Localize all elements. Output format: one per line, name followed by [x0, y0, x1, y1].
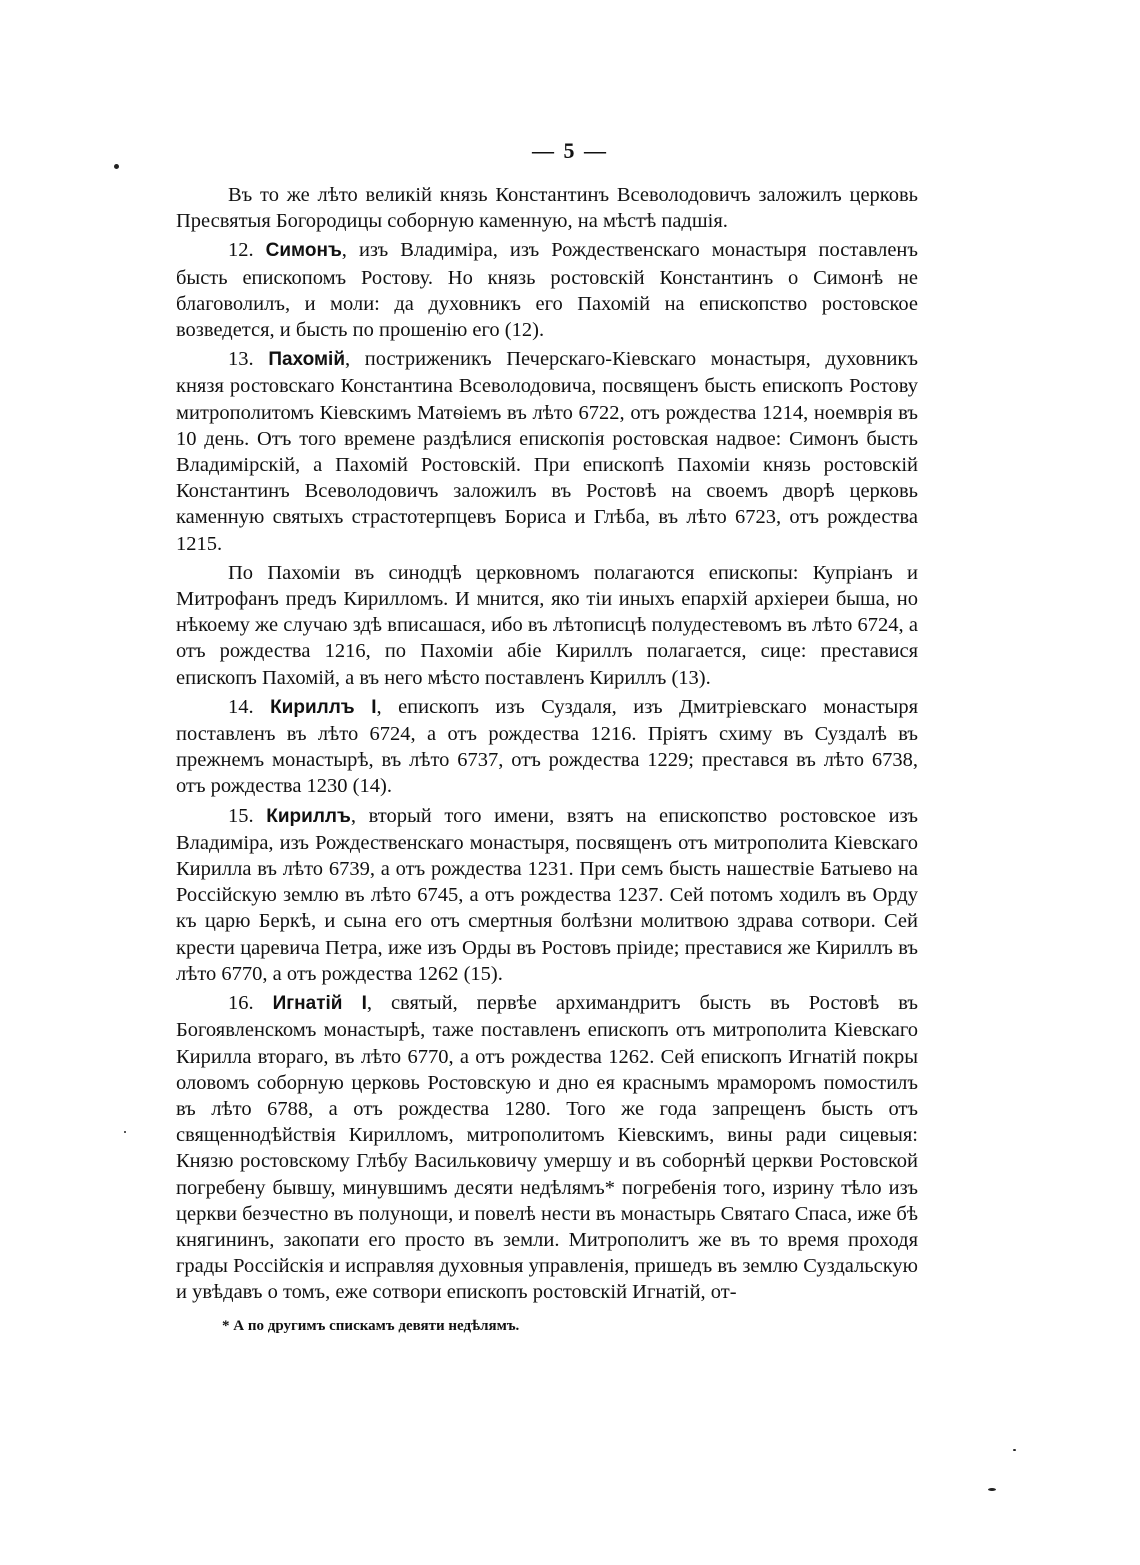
paragraph-6-name: Игнатій I: [272, 993, 367, 1015]
paragraph-6-text: , святый, первѣе архимандритъ бысть въ Ростовѣ въ Богоявленскомъ монастырѣ, таже поставленъ епископъ отъ митрополита Кіевскаго Кирилла втораго, въ лѣто 6770, а отъ рождества 1262. Сей епископъ Игнатій покры оловомъ соборную церковь Ростовскую и дно ея краснымъ мраморомъ помостилъ въ лѣто 6788, а отъ рождества 1280. Того же года запрещенъ бысть отъ священнодѣйствія Кирилломъ, митрополитомъ Кіевскимъ, вины ради сицевыя: Князю ростовскому Глѣбу Васильковичу умершу и въ соборнѣй церкви Ростовской погребену бывшу, минувшимъ десяти недѣлямъ* погребенія того, изрину тѣло изъ церкви безчестно въ полунощи, и повелѣ нести въ монастырь Святаго Спаса, иже бѣ княгининъ, закопати его просто въ земли. Митрополитъ же въ то время проходя грады Россійскія и исправляя духовныя управленія, пришедъ въ землю Суздальскую и увѣдавъ о томъ, еже сотвори епископъ ростовскій Игнатій, от-: [176, 992, 919, 1304]
paragraph-1-name: Симонъ: [265, 240, 342, 262]
page-number: — 5 —: [532, 138, 608, 163]
paragraph-5-text: , вторый того имени, взятъ на епископство ростовское изъ Владиміра, изъ Рождественскаго монастыря, посвященъ отъ митрополита Кіевскаго Кирилла въ лѣто 6739, а отъ рождества 1231. При семъ бысть нашествіе Батыево на Россійскую землю въ лѣто 6745, а отъ рождества 1237. Сей потомъ ходилъ въ Орду къ царю Беркѣ, и сына его отъ смертныя болѣзни молитвою здрава сотвори. Сей крести царевича Петра, иже изъ Орды въ Ростовъ пріиде; преставися же Кириллъ въ лѣто 6770, а отъ рождества 1262 (15).: [176, 804, 918, 985]
paragraph-5-number: 15.: [228, 804, 254, 827]
main-text: [176, 182, 918, 1306]
paragraph-5: [176, 803, 918, 987]
paragraph-4-number: 14.: [228, 695, 254, 718]
paragraph-4-name: Кириллъ I: [270, 696, 377, 718]
paragraph-2-name: Пахомій: [268, 349, 345, 371]
scan-speck: [988, 1488, 996, 1491]
paragraph-1: [176, 237, 918, 343]
paragraph-2: [176, 346, 918, 557]
paragraph-3-text: По Пахоміи въ синодцѣ церковномъ полагаются епископы: Купріанъ и Митрофанъ предъ Кирилломъ. И мнится, яко тіи иныхъ епархій архіереи быша, но нѣкоему же случаю здѣ вписашася, ибо въ лѣтописцѣ полудестевомъ въ лѣто 6724, а отъ рождества 1216, по Пахоміи абіе Кириллъ полагается, сице: преставися епископъ Пахомій, а въ него мѣсто поставленъ Кириллъ (13).: [176, 561, 918, 689]
footnote: * А по другимъ спискамъ девяти недѣлямъ.: [222, 1318, 520, 1334]
paragraph-0: [176, 182, 918, 234]
paragraph-1-text: , изъ Владиміра, изъ Рождественскаго монастыря поставленъ бысть епископомъ Ростову. Но князь ростовскій Константинъ о Симонѣ не благоволилъ, и моли: да духовникъ его Пахомій на епископство ростовское возведется, и бысть по прошенію его (12).: [176, 239, 919, 342]
paragraph-3: [176, 560, 918, 691]
scan-speck: [114, 164, 119, 169]
paragraph-2-text: , постриженикъ Печерскаго-Кіевскаго монастыря, духовникъ князя ростовскаго Константина Всеволодовича, посвященъ бысть епископъ Ростову митрополитомъ Кіевскимъ Матѳіемъ въ лѣто 6722, отъ рождества 1214, ноемврія въ 10 день. Отъ того времене раздѣлися епископія ростовская надвое: Симонъ бысть Владимірскій, а Пахомій Ростовскій. При епископѣ Пахоміи князь ростовскій Константинъ Всеволодовичъ заложилъ въ Ростовѣ на своемъ дворѣ церковь каменную святыхъ страстотерпцевъ Бориса и Глѣба, въ лѣто 6723, отъ рождества 1215.: [176, 348, 918, 555]
scan-speck: [124, 1131, 126, 1133]
paragraph-2-number: 13.: [228, 348, 254, 371]
paragraph-6-number: 16.: [228, 992, 254, 1015]
paragraph-6: [176, 990, 918, 1305]
paragraph-4-text: , епископъ изъ Суздаля, изъ Дмитріевскаго монастыря поставленъ въ лѣто 6724, а отъ рождества 1216. Пріятъ схиму въ Суздалѣ въ прежнемъ монастырѣ, въ лѣто 6737, отъ рождества 1229; престався въ лѣто 6738, отъ рождества 1230 (14).: [176, 695, 918, 798]
paragraph-0-text: Въ то же лѣто великій князь Константинъ Всеволодовичъ заложилъ церковь Пресвятыя Богородицы соборную каменную, на мѣстѣ падшія.: [176, 184, 918, 233]
paragraph-1-number: 12.: [228, 239, 254, 262]
scan-speck: [1013, 1449, 1016, 1451]
paragraph-5-name: Кириллъ: [266, 805, 351, 827]
paragraph-4: [176, 694, 918, 800]
